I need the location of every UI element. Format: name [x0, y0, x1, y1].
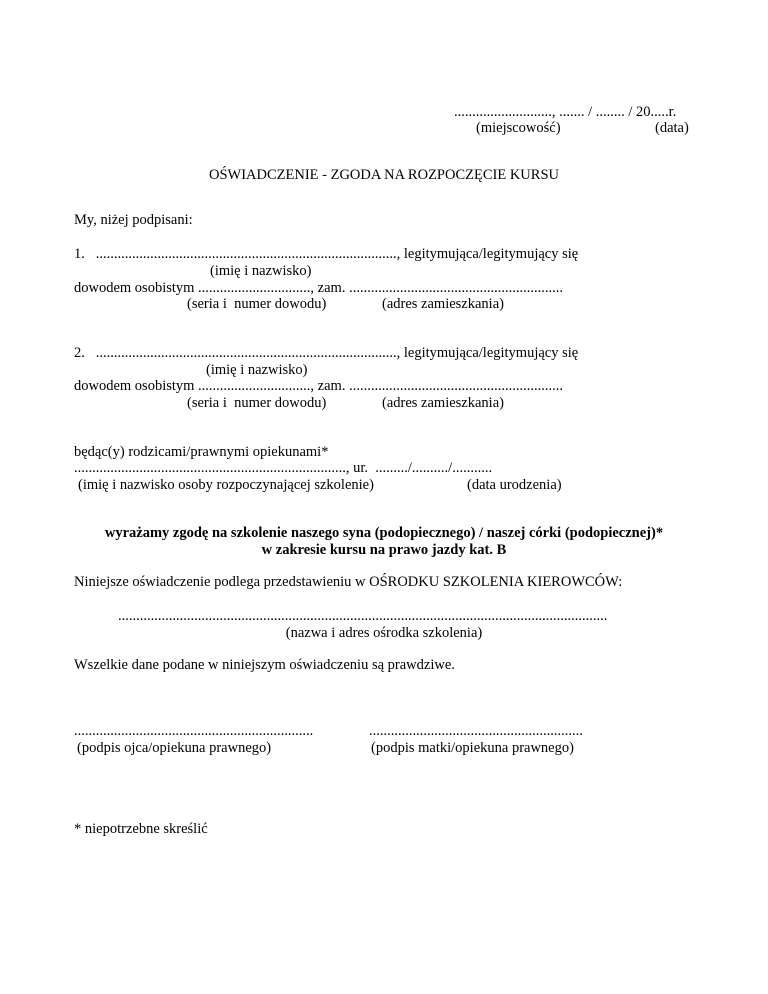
child-birth-label: (data urodzenia) [467, 477, 562, 493]
intro-text: My, niżej podpisani: [74, 212, 193, 228]
person1-id-line: dowodem osobistym ..............................., zam. ........................................................... [74, 280, 563, 296]
date-label: (data) [655, 120, 689, 136]
father-signature-label: (podpis ojca/opiekuna prawnego) [77, 740, 272, 756]
child-name-label: (imię i nazwisko osoby rozpoczynającej szkolenie) [78, 477, 374, 493]
truth-statement: Wszelkie dane podane w niniejszym oświadczeniu są prawdziwe. [74, 657, 455, 673]
mother-signature-line: ........................................................... [369, 723, 583, 739]
person1-name-line: 1. ..................................................................................., legitymująca/legitymujący się [74, 246, 579, 262]
child-line: ..........................................................................., ur. ........./........../........... [74, 460, 493, 476]
date-place-line: ..........................., ....... / ........ / 20.....r. [454, 104, 677, 120]
school-line: ....................................................................................................................................... [118, 608, 608, 624]
person2-name-label: (imię i nazwisko) [206, 362, 308, 378]
consent-line-2: w zakresie kursu na prawo jazdy kat. B [261, 542, 507, 558]
person1-id-label: (seria i numer dowodu) [187, 296, 327, 312]
person2-id-label: (seria i numer dowodu) [187, 395, 327, 411]
person2-name-line: 2. ..................................................................................., legitymująca/legitymujący się [74, 345, 579, 361]
consent-line-1: wyrażamy zgodę na szkolenie naszego syna (podopiecznego) / naszej córki (podopiecznej)* [104, 525, 664, 541]
person2-id-line: dowodem osobistym ..............................., zam. ........................................................... [74, 378, 563, 394]
school-intro: Niniejsze oświadczenie podlega przedstawieniu w OŚRODKU SZKOLENIA KIEROWCÓW: [74, 574, 623, 590]
place-label: (miejscowość) [476, 120, 561, 136]
father-signature-line: .................................................................. [74, 723, 314, 739]
guardians-intro: będąc(y) rodzicami/prawnymi opiekunami* [74, 444, 329, 460]
person1-address-label: (adres zamieszkania) [382, 296, 504, 312]
document-title: OŚWIADCZENIE - ZGODA NA ROZPOCZĘCIE KURSU [208, 167, 559, 183]
mother-signature-label: (podpis matki/opiekuna prawnego) [371, 740, 574, 756]
school-label: (nazwa i adres ośrodka szkolenia) [285, 625, 483, 641]
footnote: * niepotrzebne skreślić [74, 821, 208, 837]
person1-name-label: (imię i nazwisko) [210, 263, 312, 279]
person2-address-label: (adres zamieszkania) [382, 395, 504, 411]
